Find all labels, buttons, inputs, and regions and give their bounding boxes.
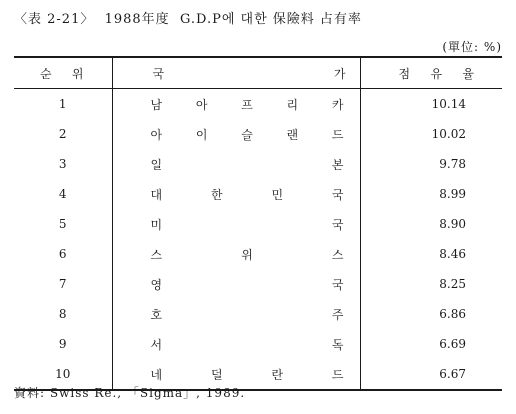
country-cell [112,149,360,179]
country-cell [112,299,360,329]
header-share-char: 유 [430,66,443,81]
rank-cell: 1 [58,97,67,111]
country-char: 스 [331,247,344,262]
header-share [360,58,502,89]
share-cell: 8.90 [360,209,502,239]
header-country-char: 국 [152,66,165,81]
share-cell: 6.86 [360,299,502,329]
country-char: 미 [150,217,163,232]
source-note: 資料: Swiss Re., 「Sigma」, 1989. [14,386,246,400]
country-name [151,306,344,323]
country-char: 주 [331,307,344,322]
country-cell [112,269,360,299]
rank-cell: 2 [58,127,67,141]
country-name [151,186,344,203]
header-share-char: 율 [462,66,474,81]
insurance-table-frame [14,56,502,391]
header-rank [14,58,112,89]
country-char: 대 [150,187,163,202]
table-row [14,149,502,179]
rank-cell: 5 [58,217,67,231]
table-row [14,299,502,329]
country-cell [112,329,360,359]
share-cell: 9.78 [360,149,502,179]
country-char: 위 [241,247,253,262]
insurance-share-table [14,58,502,389]
table-row [14,329,502,359]
country-char: 슬 [241,127,253,142]
share-cell: 8.46 [360,239,502,269]
table-row [14,179,502,209]
country-name [151,126,344,143]
country-char: 국 [331,277,344,292]
share-cell: 6.69 [360,329,502,359]
rank-cell: 8 [58,307,67,321]
country-char: 프 [241,97,253,112]
share-cell: 8.99 [360,179,502,209]
country-char: 독 [331,337,344,352]
table-row [14,209,502,239]
header-country [112,58,360,89]
country-char: 서 [150,337,163,352]
country-char: 한 [210,187,223,202]
header-share-char: 점 [398,66,411,81]
country-char: 영 [150,277,163,292]
country-char: 국 [331,187,344,202]
rank-cell: 7 [58,277,67,291]
header-rank-char: 위 [71,66,84,81]
country-char: 네 [150,367,163,382]
country-char: 국 [331,217,344,232]
country-cell [112,209,360,239]
country-char: 남 [150,97,163,112]
country-cell [112,89,360,120]
country-char: 민 [271,187,284,202]
country-char: 드 [331,127,344,142]
table-row [14,239,502,269]
country-cell [112,239,360,269]
table-row [14,89,502,120]
country-char: 카 [331,97,344,112]
country-char: 이 [195,127,208,142]
table-row [14,269,502,299]
country-char: 란 [271,367,284,382]
country-char: 일 [150,157,163,172]
country-name [151,336,344,353]
country-name [151,246,344,263]
country-char: 호 [150,307,163,322]
table-header-row [14,58,502,89]
header-rank-char: 순 [40,66,52,81]
country-cell [112,179,360,209]
country-name [151,156,344,173]
table-title: 〈表 2-21〉 1988年度 G.D.P에 대한 保險料 占有率 [14,12,362,27]
country-char: 리 [286,97,299,112]
country-name [151,96,344,113]
country-char: 본 [331,157,344,172]
country-name [151,216,344,233]
share-cell: 10.14 [360,89,502,120]
share-cell: 8.25 [360,269,502,299]
rank-cell: 9 [58,337,67,351]
country-char: 스 [150,247,163,262]
country-char: 덜 [210,367,223,382]
rank-cell: 10 [55,367,71,381]
share-cell: 10.02 [360,119,502,149]
country-name [151,366,344,383]
rank-cell: 3 [58,157,67,171]
rank-cell: 4 [58,187,67,201]
country-cell [112,119,360,149]
rank-cell: 6 [58,247,67,261]
share-cell: 6.67 [360,359,502,389]
table-body [14,89,502,390]
country-char: 드 [331,367,344,382]
country-char: 아 [195,97,208,112]
country-name [151,276,344,293]
unit-label: (單位: %) [442,40,502,54]
country-char: 랜 [286,127,299,142]
header-country-char: 가 [333,66,346,81]
table-row [14,119,502,149]
country-char: 아 [150,127,163,142]
